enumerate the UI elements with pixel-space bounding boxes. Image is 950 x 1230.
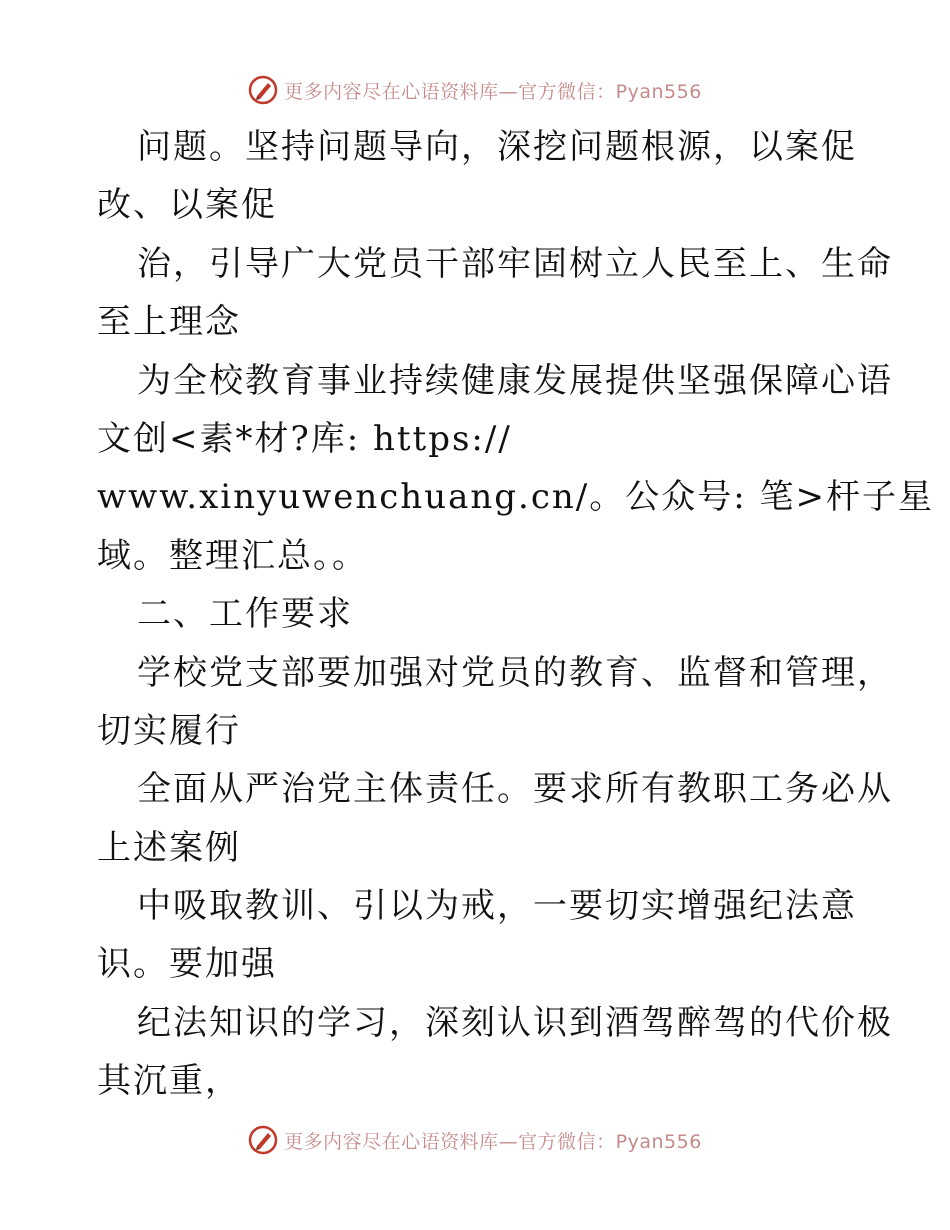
header-banner — [0, 70, 950, 110]
footer-banner — [0, 1120, 950, 1160]
text-line: 改、以案促 — [97, 185, 277, 226]
text-line: 上述案例 — [97, 827, 241, 868]
text-line: 域。整理汇总。。 — [97, 535, 368, 576]
text-line: 问题。坚持问题导向，深挖问题根源，以案促 — [137, 127, 857, 167]
footer-banner-text: 更多内容尽在心语资料库—官方微信：Pyan556 — [284, 1130, 702, 1153]
text-line: 学校党支部要加强对党员的教育、监督和管理， — [137, 652, 893, 693]
pen-logo-icon — [248, 1125, 278, 1155]
text-line: 二、工作要求 — [137, 594, 353, 635]
text-line: 其沉重， — [97, 1061, 241, 1102]
text-line: 识。要加强 — [97, 944, 277, 985]
text-line: 全面从严治党主体责任。要求所有教职工务必从 — [137, 769, 893, 810]
text-line: www.xinyuwenchuang.cn/。公众号: 笔>杆子星 — [97, 477, 934, 518]
text-line: 治，引导广大党员干部牢固树立人民至上、生命 — [137, 243, 893, 284]
header-banner-text: 更多内容尽在心语资料库—官方微信：Pyan556 — [284, 80, 702, 103]
pen-logo-icon — [248, 75, 278, 105]
text-line: 至上理念 — [97, 302, 241, 343]
text-line: 文创<素*材?库: https:// — [97, 418, 512, 459]
text-line: 中吸取教训、引以为戒，一要切实增强纪法意 — [137, 886, 857, 927]
text-line: 为全校教育事业持续健康发展提供坚强保障心语 — [137, 360, 893, 401]
text-line: 切实履行 — [97, 710, 241, 751]
document-body — [97, 118, 934, 1111]
text-line: 纪法知识的学习，深刻认识到酒驾醉驾的代价极 — [137, 1002, 893, 1043]
